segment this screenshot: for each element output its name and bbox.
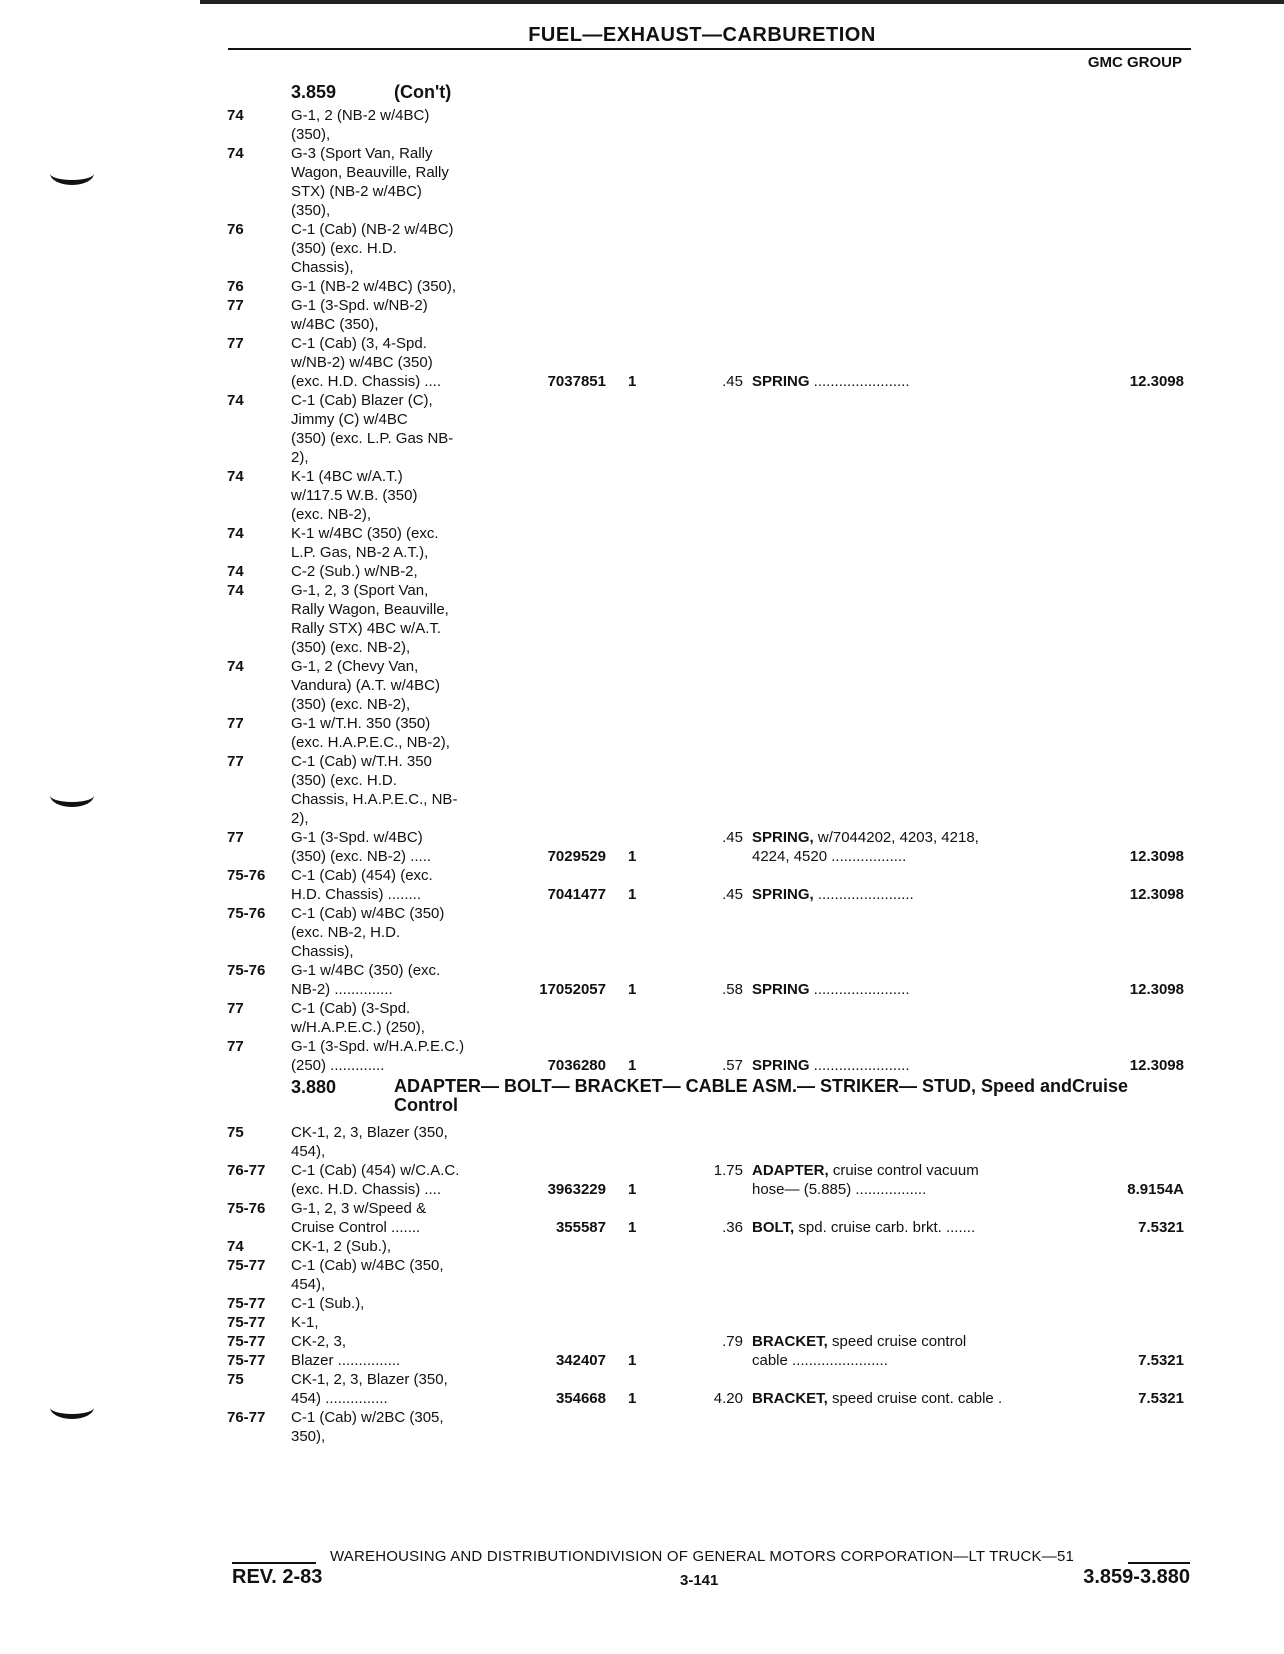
quantity: 1 <box>628 1057 637 1074</box>
application-text: C-1 (Cab) (NB-2 w/4BC) (350) (exc. H.D. Chassis), <box>291 221 454 276</box>
part-name: SPRING <box>752 373 810 390</box>
model-year: 75-77 <box>227 1352 266 1369</box>
part-name: BOLT, <box>752 1219 795 1236</box>
quantity: 1 <box>628 886 637 903</box>
part-description <box>752 980 1072 999</box>
table-row <box>0 391 1284 467</box>
group-number: 12.3098 <box>1129 373 1184 390</box>
model-year: 76 <box>227 221 244 238</box>
model-year: 74 <box>227 145 244 162</box>
application-text: C-1 (Cab) w/T.H. 350 (350) (exc. H.D. Chassis, H.A.P.E.C., NB- 2), <box>291 753 458 827</box>
application-text: K-1 w/4BC (350) (exc. L.P. Gas, NB-2 A.T.), <box>291 525 439 561</box>
part-name: SPRING <box>752 1057 810 1074</box>
group-number: 12.3098 <box>1129 886 1184 903</box>
application-text: C-1 (Cab) (454) (exc. H.D. Chassis) ........ <box>291 867 433 903</box>
application-text: C-1 (Cab) (3, 4-Spd. w/NB-2) w/4BC (350) (exc. H.D. Chassis) .... <box>291 335 442 390</box>
footer-publisher: WAREHOUSING AND DISTRIBUTIONDIVISION OF GENERAL MOTORS CORPORATION—LT TRUCK—51 <box>330 1548 1075 1565</box>
table-row <box>0 904 1284 961</box>
part-name: ADAPTER, <box>752 1162 829 1179</box>
part-detail: cruise control vacuum hose— (5.885) ................. <box>752 1162 979 1198</box>
application-text: C-1 (Cab) (454) w/C.A.C. (exc. H.D. Chassis) .... <box>291 1162 460 1198</box>
part-description <box>752 885 1072 904</box>
footer-rule <box>232 1562 316 1564</box>
part-name: BRACKET, <box>752 1333 828 1350</box>
table-row <box>0 1313 1284 1332</box>
model-year: 74 <box>227 563 244 580</box>
scan-top-edge <box>200 0 1284 4</box>
model-year: 77 <box>227 335 244 352</box>
table-row <box>0 1199 1284 1237</box>
price-value: 4.20 <box>713 1390 743 1407</box>
price-value: .57 <box>722 1057 743 1074</box>
application-text: K-1 (4BC w/A.T.) w/117.5 W.B. (350) (exc. NB-2), <box>291 468 418 523</box>
table-row <box>0 296 1284 334</box>
model-year: 75-77 <box>227 1295 266 1312</box>
part-number: 7037851 <box>547 373 606 390</box>
part-detail: ....................... <box>809 1057 910 1074</box>
application-text: C-1 (Cab) w/2BC (305, 350), <box>291 1409 444 1445</box>
model-year: 74 <box>227 658 244 675</box>
table-row <box>0 1408 1284 1446</box>
part-detail: w/7044202, 4203, 4218, 4224, 4520 .................. <box>752 829 979 865</box>
application-text: G-1 (NB-2 w/4BC) (350), <box>291 278 457 295</box>
table-row <box>0 106 1284 144</box>
group-label: GMC GROUP <box>1087 54 1182 71</box>
table-row <box>0 562 1284 581</box>
part-description <box>752 372 1072 391</box>
section-number: 3.859 <box>291 82 337 102</box>
group-number: 12.3098 <box>1129 981 1184 998</box>
model-year: 76-77 <box>227 1162 266 1179</box>
model-year: 77 <box>227 753 244 770</box>
model-year: 77 <box>227 715 244 732</box>
application-text: CK-1, 2, 3, Blazer (350, 454) ............... <box>291 1371 448 1407</box>
application-text: C-1 (Cab) (3-Spd. w/H.A.P.E.C.) (250), <box>291 1000 425 1036</box>
part-description <box>752 1161 1072 1199</box>
application-text: CK-1, 2 (Sub.), <box>291 1238 392 1255</box>
application-text: G-1 (3-Spd. w/NB-2) w/4BC (350), <box>291 297 428 333</box>
application-text: G-1, 2 (Chevy Van, Vandura) (A.T. w/4BC) (350) (exc. NB-2), <box>291 658 440 713</box>
model-year: 74 <box>227 107 244 124</box>
price-value: .58 <box>722 981 743 998</box>
quantity: 1 <box>628 981 637 998</box>
table-row <box>0 1256 1284 1294</box>
quantity: 1 <box>628 848 637 865</box>
part-number: 7036280 <box>547 1057 606 1074</box>
part-number: 7029529 <box>547 848 606 865</box>
part-name: BRACKET, <box>752 1390 828 1407</box>
application-text: C-1 (Sub.), <box>291 1295 365 1312</box>
section-range: 3.859-3.880 <box>1083 1566 1190 1588</box>
application-text: G-1, 2, 3 (Sport Van, Rally Wagon, Beauville, Rally STX) 4BC w/A.T. (350) (exc. NB-2), <box>291 582 449 656</box>
price-value: .45 <box>722 373 743 390</box>
part-number: 3963229 <box>547 1181 606 1198</box>
model-year: 75 <box>227 1124 244 1141</box>
model-year: 74 <box>227 582 244 599</box>
model-year: 74 <box>227 1238 244 1255</box>
model-year: 74 <box>227 525 244 542</box>
table-row <box>0 752 1284 828</box>
quantity: 1 <box>628 1219 637 1236</box>
table-row <box>0 334 1284 391</box>
model-year: 74 <box>227 392 244 409</box>
application-text: G-1 w/4BC (350) (exc. NB-2) .............. <box>291 962 441 998</box>
application-text: G-3 (Sport Van, Rally Wagon, Beauville, Rally STX) (NB-2 w/4BC) (350), <box>291 145 449 219</box>
table-row <box>0 581 1284 657</box>
part-number: 354668 <box>555 1390 606 1407</box>
application-text: CK-2, 3, <box>291 1333 347 1350</box>
page-title: FUEL—EXHAUST—CARBURETION <box>528 24 876 46</box>
table-row <box>0 999 1284 1037</box>
table-row <box>0 1370 1284 1408</box>
model-year: 75-76 <box>227 867 266 884</box>
section-number: 3.880 <box>291 1077 337 1097</box>
section-heading-3880 <box>0 1077 1284 1123</box>
part-detail: ....................... <box>809 981 910 998</box>
part-description <box>752 1056 1072 1075</box>
part-detail: ....................... <box>813 886 914 903</box>
model-year: 75-76 <box>227 1200 266 1217</box>
price-value: .79 <box>722 1333 743 1350</box>
table-row <box>0 657 1284 714</box>
model-year: 77 <box>227 1000 244 1017</box>
part-detail: speed cruise control cable ....................... <box>752 1333 967 1369</box>
model-year: 77 <box>227 1038 244 1055</box>
quantity: 1 <box>628 1181 637 1198</box>
part-description <box>752 1332 1072 1370</box>
application-text: K-1, <box>291 1314 319 1331</box>
table-row <box>0 220 1284 277</box>
table-row <box>0 1161 1284 1199</box>
section-3859-rows <box>0 106 1284 1075</box>
table-row <box>0 961 1284 999</box>
part-detail: spd. cruise carb. brkt. ....... <box>794 1219 976 1236</box>
section-title: (Con't) <box>394 82 452 102</box>
table-row <box>0 467 1284 524</box>
section-heading-3859 <box>0 82 1284 106</box>
quantity: 1 <box>628 1390 637 1407</box>
application-text: C-1 (Cab) Blazer (C), Jimmy (C) w/4BC (350) (exc. L.P. Gas NB- 2), <box>291 392 454 466</box>
application-text: G-1 (3-Spd. w/H.A.P.E.C.) (250) ............. <box>291 1038 465 1074</box>
table-row <box>0 714 1284 752</box>
model-year: 76-77 <box>227 1409 266 1426</box>
application-text: G-1 (3-Spd. w/4BC) (350) (exc. NB-2) ..... <box>291 829 432 865</box>
model-year: 77 <box>227 829 244 846</box>
price-value: .45 <box>722 829 743 846</box>
part-name: SPRING, <box>752 886 814 903</box>
price-value: .45 <box>722 886 743 903</box>
table-row <box>0 277 1284 296</box>
section-3880-rows <box>0 1123 1284 1446</box>
model-year: 75-76 <box>227 905 266 922</box>
part-name: SPRING, <box>752 829 814 846</box>
quantity: 1 <box>628 1352 637 1369</box>
table-row <box>0 1294 1284 1313</box>
part-detail: speed cruise cont. cable . <box>827 1390 1003 1407</box>
part-detail: ....................... <box>809 373 910 390</box>
quantity: 1 <box>628 373 637 390</box>
price-value: 1.75 <box>713 1162 743 1179</box>
model-year: 76 <box>227 278 244 295</box>
application-text: C-1 (Cab) w/4BC (350, 454), <box>291 1257 444 1293</box>
part-description <box>752 1218 1072 1237</box>
model-year: 74 <box>227 468 244 485</box>
application-text: C-1 (Cab) w/4BC (350) (exc. NB-2, H.D. Chassis), <box>291 905 445 960</box>
model-year: 75-76 <box>227 962 266 979</box>
footer-rule <box>1128 1562 1190 1564</box>
price-value: .36 <box>722 1219 743 1236</box>
model-year: 75-77 <box>227 1333 266 1350</box>
page-number: 3-141 <box>680 1572 719 1589</box>
table-row <box>0 524 1284 562</box>
part-name: SPRING <box>752 981 810 998</box>
model-year: 75 <box>227 1371 244 1388</box>
parts-listing <box>0 78 1284 1446</box>
group-number: 7.5321 <box>1138 1219 1184 1236</box>
part-description <box>752 1389 1072 1408</box>
model-year: 75-77 <box>227 1314 266 1331</box>
group-number: 8.9154A <box>1127 1181 1184 1198</box>
part-number: 342407 <box>555 1352 606 1369</box>
application-text: Blazer ............... <box>291 1352 401 1369</box>
application-text: C-2 (Sub.) w/NB-2, <box>291 563 418 580</box>
application-text: CK-1, 2, 3, Blazer (350, 454), <box>291 1124 448 1160</box>
table-row <box>0 866 1284 904</box>
part-description <box>752 828 1072 866</box>
application-text: G-1 w/T.H. 350 (350) (exc. H.A.P.E.C., NB-2), <box>291 715 450 751</box>
part-number: 355587 <box>555 1219 606 1236</box>
table-row <box>0 828 1284 866</box>
group-number: 12.3098 <box>1129 848 1184 865</box>
application-text: G-1, 2, 3 w/Speed & Cruise Control ....... <box>291 1200 427 1236</box>
header-divider <box>228 48 1191 50</box>
application-text: G-1, 2 (NB-2 w/4BC) (350), <box>291 107 430 143</box>
model-year: 77 <box>227 297 244 314</box>
part-number: 7041477 <box>547 886 606 903</box>
table-row <box>0 1123 1284 1161</box>
section-title: ADAPTER— BOLT— BRACKET— CABLE ASM.— STRIKER— STUD, Speed andCruise Control <box>394 1076 1129 1115</box>
group-number: 7.5321 <box>1138 1390 1184 1407</box>
revision-label: REV. 2-83 <box>232 1566 323 1588</box>
group-number: 12.3098 <box>1129 1057 1184 1074</box>
part-number: 17052057 <box>539 981 606 998</box>
table-row <box>0 1332 1284 1351</box>
group-number: 7.5321 <box>1138 1352 1184 1369</box>
model-year: 75-77 <box>227 1257 266 1274</box>
table-row <box>0 1237 1284 1256</box>
table-row <box>0 1037 1284 1075</box>
table-row <box>0 144 1284 220</box>
